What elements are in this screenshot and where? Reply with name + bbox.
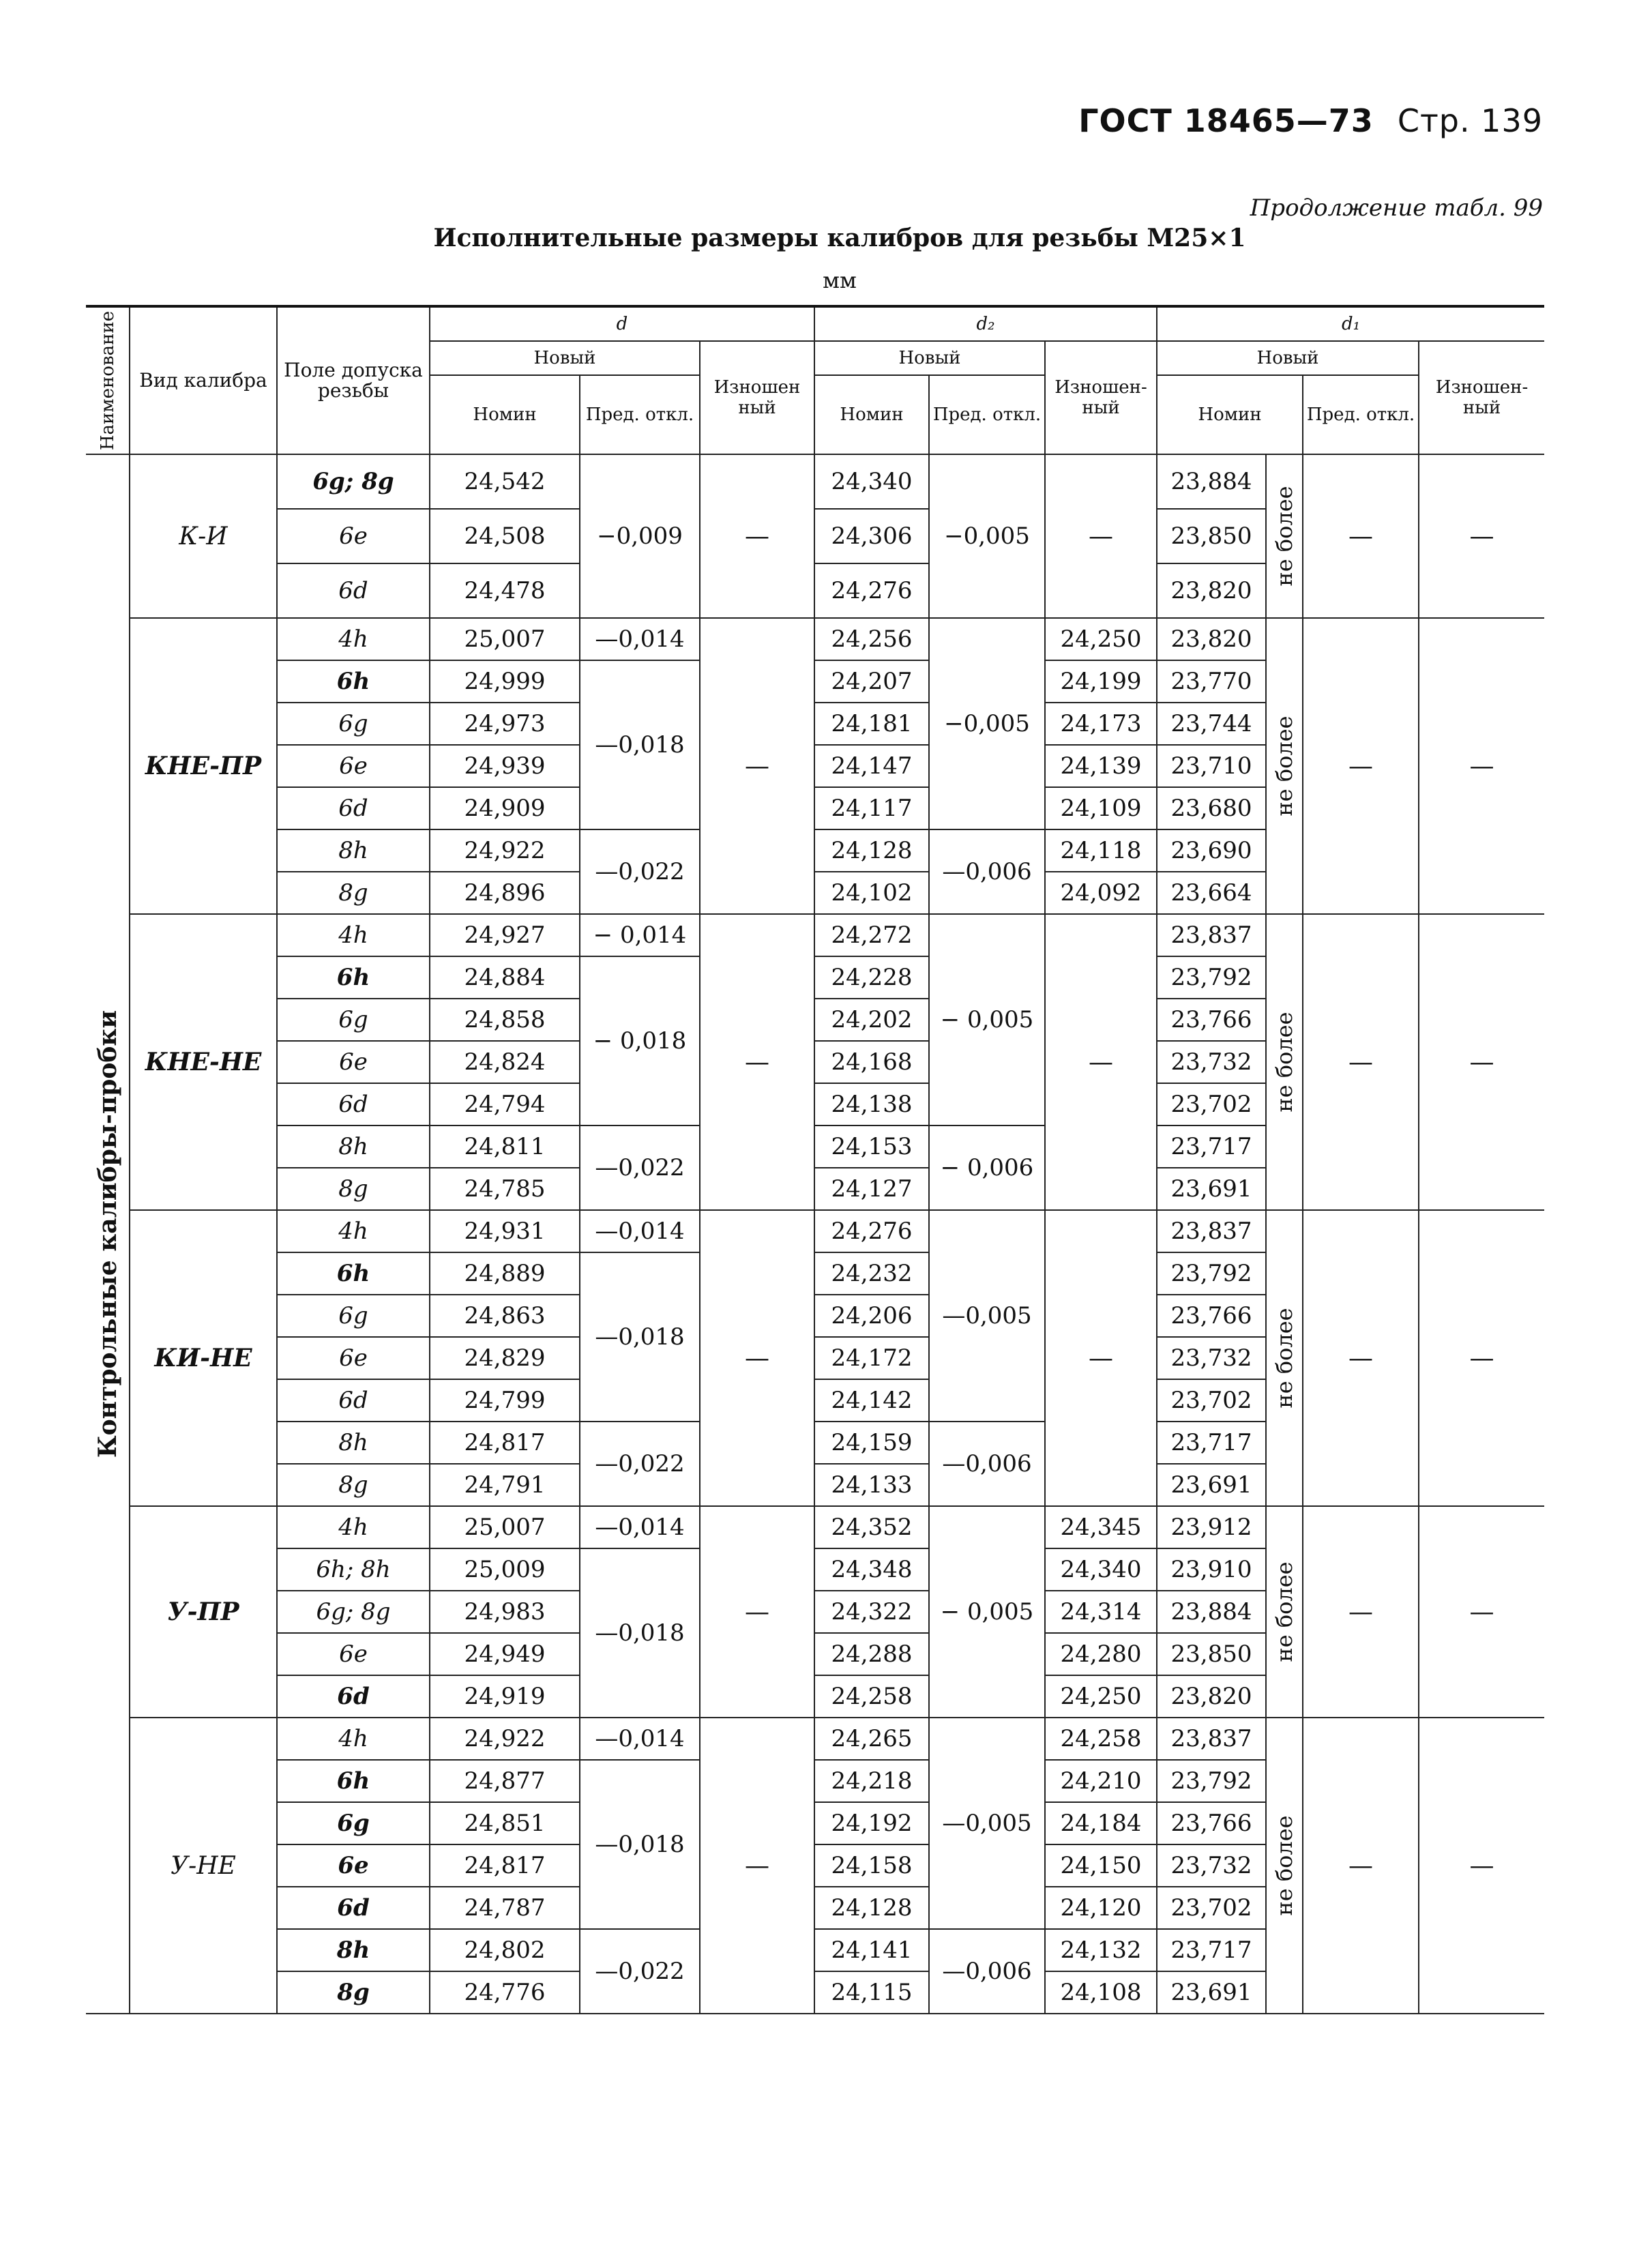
d2-nominal-cell: 24,207 [814, 660, 929, 703]
d2-nominal-cell: 24,141 [814, 1929, 929, 1971]
d-nominal-cell: 24,851 [430, 1802, 580, 1844]
d2-worn-cell: 24,139 [1045, 745, 1157, 787]
d2-deviation-cell: —0,006 [929, 1422, 1045, 1506]
header-d-worn: Изношен ный [700, 341, 814, 454]
d-deviation-cell: —0,022 [580, 1126, 700, 1210]
d-nominal-cell: 24,785 [430, 1168, 580, 1210]
tolerance-cell: 8g [277, 1971, 430, 2014]
d1-nominal-cell: 23,820 [1157, 563, 1266, 618]
d1-nominal-cell: 23,820 [1157, 618, 1266, 660]
d2-worn-cell: 24,345 [1045, 1506, 1157, 1548]
d-worn-cell: — [700, 454, 814, 618]
d1-nominal-cell: 23,690 [1157, 829, 1266, 872]
d-nominal-cell: 24,794 [430, 1083, 580, 1126]
d2-nominal-cell: 24,192 [814, 1802, 929, 1844]
d2-deviation-cell: —0,006 [929, 829, 1045, 914]
d-nominal-cell: 24,863 [430, 1295, 580, 1337]
tolerance-cell: 8g [277, 1168, 430, 1210]
header-name: Наименование [86, 306, 130, 454]
d1-worn-cell: — [1419, 454, 1544, 618]
d-nominal-cell: 24,787 [430, 1887, 580, 1929]
d2-worn-cell: 24,210 [1045, 1760, 1157, 1802]
tolerance-cell: 8h [277, 829, 430, 872]
d2-nominal-cell: 24,276 [814, 563, 929, 618]
tolerance-cell: 6e [277, 1844, 430, 1887]
d2-nominal-cell: 24,258 [814, 1675, 929, 1718]
d-nominal-cell: 24,922 [430, 1718, 580, 1760]
d-nominal-cell: 25,007 [430, 1506, 580, 1548]
d2-nominal-cell: 24,181 [814, 703, 929, 745]
d2-nominal-cell: 24,322 [814, 1591, 929, 1633]
tolerance-cell: 6h [277, 1760, 430, 1802]
d-worn-cell: — [700, 1718, 814, 2014]
d2-worn-cell: — [1045, 1210, 1157, 1506]
d1-nominal-cell: 23,717 [1157, 1422, 1266, 1464]
tolerance-cell: 6g; 8g [277, 454, 430, 509]
d1-deviation-cell: — [1303, 1506, 1419, 1718]
d1-nominal-cell: 23,717 [1157, 1929, 1266, 1971]
d-nominal-cell: 24,802 [430, 1929, 580, 1971]
header-d2: d₂ [814, 306, 1157, 341]
d2-deviation-cell: − 0,005 [929, 1506, 1045, 1718]
tolerance-cell: 8h [277, 1929, 430, 1971]
d1-deviation-cell: — [1303, 1210, 1419, 1506]
d-worn-cell: — [700, 914, 814, 1210]
d2-nominal-cell: 24,348 [814, 1548, 929, 1591]
header-d-new: Новый [430, 341, 700, 375]
d2-nominal-cell: 24,127 [814, 1168, 929, 1210]
d1-nominal-cell: 23,744 [1157, 703, 1266, 745]
d2-worn-cell: 24,250 [1045, 1675, 1157, 1718]
d-nominal-cell: 25,009 [430, 1548, 580, 1591]
d2-nominal-cell: 24,265 [814, 1718, 929, 1760]
tolerance-cell: 6g [277, 999, 430, 1041]
d-nominal-cell: 24,973 [430, 703, 580, 745]
header-kind: Вид калибра [130, 306, 277, 454]
d2-deviation-cell: − 0,006 [929, 1126, 1045, 1210]
gauge-kind: У-ПР [130, 1506, 277, 1718]
d-nominal-cell: 24,478 [430, 563, 580, 618]
d1-nominal-cell: 23,850 [1157, 509, 1266, 563]
d2-deviation-cell: − 0,005 [929, 914, 1045, 1126]
d2-nominal-cell: 24,133 [814, 1464, 929, 1506]
d-deviation-cell: —0,018 [580, 1252, 700, 1422]
d2-nominal-cell: 24,115 [814, 1971, 929, 2014]
d1-worn-cell: — [1419, 914, 1544, 1210]
d-nominal-cell: 24,927 [430, 914, 580, 956]
tolerance-cell: 8h [277, 1422, 430, 1464]
d2-nominal-cell: 24,256 [814, 618, 929, 660]
d-nominal-cell: 24,877 [430, 1760, 580, 1802]
d2-worn-cell: 24,173 [1045, 703, 1157, 745]
tolerance-cell: 6g [277, 703, 430, 745]
d1-nominal-cell: 23,837 [1157, 1718, 1266, 1760]
tolerance-cell: 6d [277, 1887, 430, 1929]
d2-nominal-cell: 24,142 [814, 1379, 929, 1422]
d-nominal-cell: 24,811 [430, 1126, 580, 1168]
gauge-dimensions-table [86, 305, 1544, 2014]
d1-nominal-cell: 23,680 [1157, 787, 1266, 829]
d-nominal-cell: 24,909 [430, 787, 580, 829]
d-nominal-cell: 24,999 [430, 660, 580, 703]
gauge-kind: К-И [130, 454, 277, 618]
d1-nominal-cell: 23,717 [1157, 1126, 1266, 1168]
d2-worn-cell: 24,184 [1045, 1802, 1157, 1844]
d2-nominal-cell: 24,206 [814, 1295, 929, 1337]
d2-worn-cell: 24,118 [1045, 829, 1157, 872]
d-nominal-cell: 24,983 [430, 1591, 580, 1633]
d1-deviation-cell: — [1303, 618, 1419, 914]
d2-deviation-cell: −0,005 [929, 454, 1045, 618]
d-nominal-cell: 24,791 [430, 1464, 580, 1506]
d2-nominal-cell: 24,218 [814, 1760, 929, 1802]
d2-worn-cell: 24,314 [1045, 1591, 1157, 1633]
tolerance-cell: 6e [277, 1633, 430, 1675]
d2-deviation-cell: −0,005 [929, 618, 1045, 829]
table-title: Исполнительные размеры калибров для резьбы M25×1 [433, 224, 1246, 252]
d1-deviation-cell: — [1303, 1718, 1419, 2014]
d2-worn-cell: 24,132 [1045, 1929, 1157, 1971]
d1-nominal-cell: 23,702 [1157, 1379, 1266, 1422]
d-nominal-cell: 24,824 [430, 1041, 580, 1083]
d1-nominal-cell: 23,884 [1157, 454, 1266, 509]
table-row [86, 454, 1544, 509]
d1-nominal-cell: 23,850 [1157, 1633, 1266, 1675]
header-d1: d₁ [1157, 306, 1544, 341]
tolerance-cell: 6d [277, 1379, 430, 1422]
tolerance-cell: 6g [277, 1295, 430, 1337]
d1-nominal-cell: 23,702 [1157, 1887, 1266, 1929]
tolerance-cell: 6e [277, 1041, 430, 1083]
d-deviation-cell: —0,018 [580, 1548, 700, 1718]
tolerance-cell: 4h [277, 914, 430, 956]
d1-nominal-cell: 23,912 [1157, 1506, 1266, 1548]
d2-worn-cell: 24,340 [1045, 1548, 1157, 1591]
no-more-note: не более [1266, 1210, 1303, 1506]
tolerance-cell: 4h [277, 618, 430, 660]
d2-nominal-cell: 24,352 [814, 1506, 929, 1548]
d2-nominal-cell: 24,288 [814, 1633, 929, 1675]
d1-nominal-cell: 23,702 [1157, 1083, 1266, 1126]
page-number: Стр. 139 [1397, 102, 1543, 139]
d2-worn-cell: 24,092 [1045, 872, 1157, 914]
tolerance-cell: 8h [277, 1126, 430, 1168]
tolerance-cell: 8g [277, 872, 430, 914]
tolerance-cell: 4h [277, 1506, 430, 1548]
d-nominal-cell: 24,508 [430, 509, 580, 563]
d-nominal-cell: 24,939 [430, 745, 580, 787]
d2-nominal-cell: 24,147 [814, 745, 929, 787]
d1-worn-cell: — [1419, 1210, 1544, 1506]
d2-nominal-cell: 24,159 [814, 1422, 929, 1464]
d-deviation-cell: —0,014 [580, 618, 700, 660]
d1-worn-cell: — [1419, 618, 1544, 914]
header-d2-worn: Изношен- ный [1045, 341, 1157, 454]
d2-nominal-cell: 24,340 [814, 454, 929, 509]
tolerance-cell: 6d [277, 787, 430, 829]
d-nominal-cell: 24,919 [430, 1675, 580, 1718]
d2-nominal-cell: 24,228 [814, 956, 929, 999]
d1-nominal-cell: 23,884 [1157, 1591, 1266, 1633]
d2-nominal-cell: 24,128 [814, 829, 929, 872]
d1-deviation-cell: — [1303, 454, 1419, 618]
d-deviation-cell: —0,022 [580, 1422, 700, 1506]
d2-deviation-cell: —0,006 [929, 1929, 1045, 2014]
d1-nominal-cell: 23,732 [1157, 1337, 1266, 1379]
d-deviation-cell: —0,014 [580, 1210, 700, 1252]
tolerance-cell: 6e [277, 745, 430, 787]
no-more-note: не более [1266, 454, 1303, 618]
d-worn-cell: — [700, 1506, 814, 1718]
header-d2-new: Новый [814, 341, 1045, 375]
d1-nominal-cell: 23,792 [1157, 1252, 1266, 1295]
d2-worn-cell: 24,280 [1045, 1633, 1157, 1675]
d-nominal-cell: 25,007 [430, 618, 580, 660]
d2-worn-cell: 24,109 [1045, 787, 1157, 829]
d1-worn-cell: — [1419, 1718, 1544, 2014]
tolerance-cell: 6d [277, 1675, 430, 1718]
d-nominal-cell: 24,542 [430, 454, 580, 509]
header-d1-nominal: Номин [1157, 375, 1303, 454]
table-row [86, 914, 1544, 956]
d1-nominal-cell: 23,766 [1157, 999, 1266, 1041]
d-deviation-cell: − 0,018 [580, 956, 700, 1126]
d1-nominal-cell: 23,691 [1157, 1464, 1266, 1506]
d2-worn-cell: 24,108 [1045, 1971, 1157, 2014]
d2-nominal-cell: 24,272 [814, 914, 929, 956]
d-nominal-cell: 24,884 [430, 956, 580, 999]
tolerance-cell: 8g [277, 1464, 430, 1506]
d2-nominal-cell: 24,168 [814, 1041, 929, 1083]
d2-deviation-cell: —0,005 [929, 1718, 1045, 1929]
d2-nominal-cell: 24,153 [814, 1126, 929, 1168]
d-nominal-cell: 24,922 [430, 829, 580, 872]
d2-nominal-cell: 24,102 [814, 872, 929, 914]
d1-nominal-cell: 23,792 [1157, 1760, 1266, 1802]
d-deviation-cell: −0,009 [580, 454, 700, 618]
d-nominal-cell: 24,776 [430, 1971, 580, 2014]
tolerance-cell: 6d [277, 1083, 430, 1126]
d2-nominal-cell: 24,276 [814, 1210, 929, 1252]
tolerance-cell: 6g; 8g [277, 1591, 430, 1633]
d-nominal-cell: 24,896 [430, 872, 580, 914]
no-more-note: не более [1266, 618, 1303, 914]
tolerance-cell: 6e [277, 509, 430, 563]
table-row [86, 618, 1544, 660]
table-row [86, 1506, 1544, 1548]
no-more-note: не более [1266, 1506, 1303, 1718]
d1-nominal-cell: 23,710 [1157, 745, 1266, 787]
d1-nominal-cell: 23,691 [1157, 1168, 1266, 1210]
tolerance-cell: 6h [277, 660, 430, 703]
d2-worn-cell: — [1045, 914, 1157, 1210]
header-d1-worn: Изношен- ный [1419, 341, 1544, 454]
d1-nominal-cell: 23,820 [1157, 1675, 1266, 1718]
page-header [1078, 102, 1543, 139]
d2-worn-cell: 24,199 [1045, 660, 1157, 703]
d-deviation-cell: —0,022 [580, 1929, 700, 2014]
d-nominal-cell: 24,949 [430, 1633, 580, 1675]
d1-nominal-cell: 23,732 [1157, 1844, 1266, 1887]
d1-nominal-cell: 23,766 [1157, 1802, 1266, 1844]
d1-nominal-cell: 23,770 [1157, 660, 1266, 703]
d-nominal-cell: 24,931 [430, 1210, 580, 1252]
d2-worn-cell: 24,250 [1045, 618, 1157, 660]
d-deviation-cell: − 0,014 [580, 914, 700, 956]
gauge-kind: КНЕ-ПР [130, 618, 277, 914]
header-tolerance: Поле допуска резьбы [277, 306, 430, 454]
d-worn-cell: — [700, 1210, 814, 1506]
d1-nominal-cell: 23,910 [1157, 1548, 1266, 1591]
d-nominal-cell: 24,817 [430, 1422, 580, 1464]
d-nominal-cell: 24,829 [430, 1337, 580, 1379]
d-nominal-cell: 24,858 [430, 999, 580, 1041]
no-more-note: не более [1266, 1718, 1303, 2014]
continuation-note: Продолжение табл. 99 [1250, 194, 1543, 222]
d1-nominal-cell: 23,837 [1157, 1210, 1266, 1252]
d-deviation-cell: —0,022 [580, 829, 700, 914]
tolerance-cell: 6g [277, 1802, 430, 1844]
gauge-kind: КИ-НЕ [130, 1210, 277, 1506]
header-d2-nominal: Номин [814, 375, 929, 454]
header-d2-deviation: Пред. откл. [929, 375, 1045, 454]
d1-nominal-cell: 23,837 [1157, 914, 1266, 956]
tolerance-cell: 4h [277, 1718, 430, 1760]
header-d1-new: Новый [1157, 341, 1419, 375]
d-worn-cell: — [700, 618, 814, 914]
header-d-deviation: Пред. откл. [580, 375, 700, 454]
d2-worn-cell: 24,258 [1045, 1718, 1157, 1760]
tolerance-cell: 4h [277, 1210, 430, 1252]
d-nominal-cell: 24,817 [430, 1844, 580, 1887]
d2-nominal-cell: 24,202 [814, 999, 929, 1041]
gauge-kind: КНЕ-НЕ [130, 914, 277, 1210]
d2-nominal-cell: 24,232 [814, 1252, 929, 1295]
d1-nominal-cell: 23,732 [1157, 1041, 1266, 1083]
d2-worn-cell: 24,120 [1045, 1887, 1157, 1929]
gauge-kind: У-НЕ [130, 1718, 277, 2014]
d-deviation-cell: —0,018 [580, 1760, 700, 1929]
header-d1-deviation: Пред. откл. [1303, 375, 1419, 454]
d2-worn-cell: — [1045, 454, 1157, 618]
standard-number: ГОСТ 18465—73 [1078, 102, 1374, 139]
tolerance-cell: 6h [277, 956, 430, 999]
no-more-note: не более [1266, 914, 1303, 1210]
tolerance-cell: 6d [277, 563, 430, 618]
table-row [86, 1718, 1544, 1760]
d1-worn-cell: — [1419, 1506, 1544, 1718]
tolerance-cell: 6h [277, 1252, 430, 1295]
tolerance-cell: 6h; 8h [277, 1548, 430, 1591]
d2-nominal-cell: 24,128 [814, 1887, 929, 1929]
d1-nominal-cell: 23,792 [1157, 956, 1266, 999]
units-label: мм [823, 267, 857, 293]
d-nominal-cell: 24,889 [430, 1252, 580, 1295]
header-d: d [430, 306, 814, 341]
d2-nominal-cell: 24,306 [814, 509, 929, 563]
d-deviation-cell: —0,014 [580, 1506, 700, 1548]
group-label: Контрольные калибры-пробки [86, 454, 130, 2014]
d1-nominal-cell: 23,691 [1157, 1971, 1266, 2014]
header-d-nominal: Номин [430, 375, 580, 454]
d2-nominal-cell: 24,138 [814, 1083, 929, 1126]
d2-deviation-cell: —0,005 [929, 1210, 1045, 1422]
d2-nominal-cell: 24,117 [814, 787, 929, 829]
d-nominal-cell: 24,799 [430, 1379, 580, 1422]
d2-nominal-cell: 24,158 [814, 1844, 929, 1887]
d1-nominal-cell: 23,766 [1157, 1295, 1266, 1337]
d2-nominal-cell: 24,172 [814, 1337, 929, 1379]
d2-worn-cell: 24,150 [1045, 1844, 1157, 1887]
table-row [86, 1210, 1544, 1252]
d-deviation-cell: —0,018 [580, 660, 700, 829]
tolerance-cell: 6e [277, 1337, 430, 1379]
d1-deviation-cell: — [1303, 914, 1419, 1210]
d-deviation-cell: —0,014 [580, 1718, 700, 1760]
d1-nominal-cell: 23,664 [1157, 872, 1266, 914]
